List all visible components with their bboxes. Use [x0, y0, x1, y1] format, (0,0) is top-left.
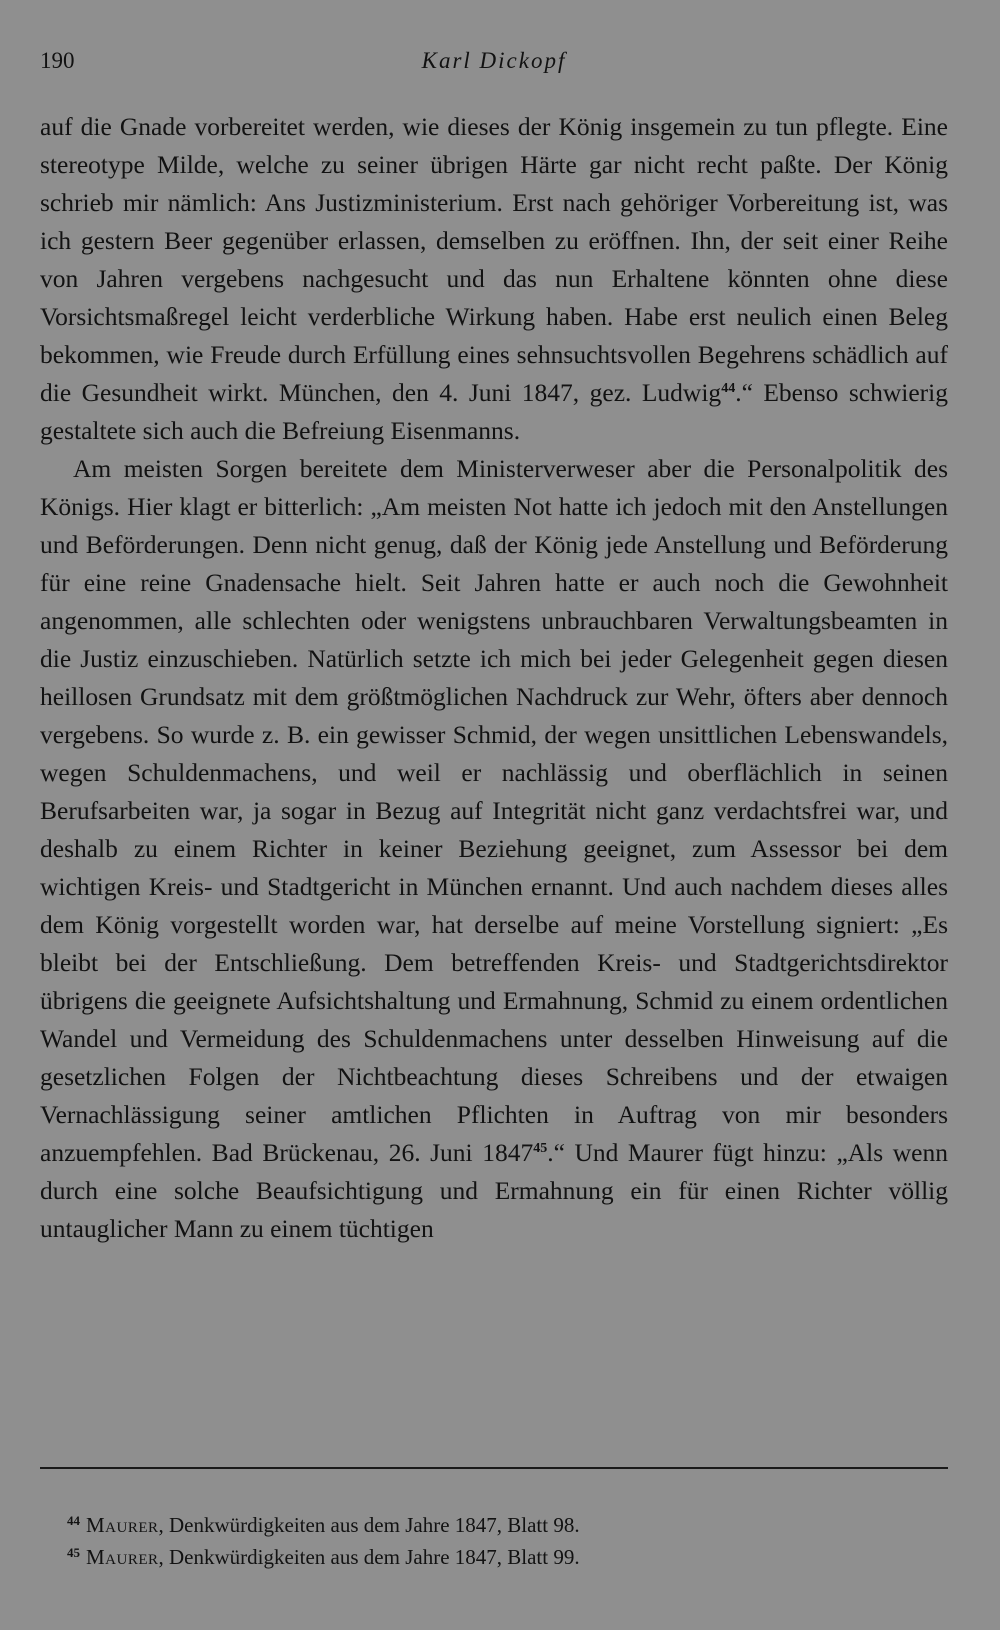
paragraph-text: auf die Gnade vorbereitet werden, wie dieses der König insgemein zu tun pflegte. Eine stereotype Milde, welche zu seiner übrigen Härte gar nicht recht paßte. Der König schrieb mir nämlich: Ans Justizministerium. Erst nach gehöriger Vorbereitung ist, was ich gestern Beer gegenüber erlassen, demselben zu eröffnen. Ihn, der seit einer Reihe von Jahren vergebens nachgesucht und das nun Erhaltene könnten ohne diese Vorsichtsmaßregel leicht verderbliche Wirkung haben. Habe erst neulich einen Beleg bekommen, wie Freude durch Erfüllung eines sehnsuchtsvollen Begehrens schädlich auf die Gesundheit wirkt. München, den 4. Juni 1847, gez. Ludwig — [40, 112, 948, 407]
footnote-mark: 44 — [67, 1513, 80, 1528]
footnote-separator — [40, 1467, 948, 1469]
body-text — [40, 108, 948, 1248]
running-head: Karl Dickopf — [421, 48, 567, 73]
paragraph — [40, 108, 948, 450]
footnote-author: Maurer — [86, 1545, 159, 1569]
footnote-reference: 45 — [533, 1141, 548, 1156]
footnote — [40, 1541, 948, 1573]
footnote-author: Maurer — [86, 1513, 159, 1537]
page-number: 190 — [40, 48, 75, 73]
paragraph-text: .“ Ebenso schwierig gestaltete sich auch die Befreiung Eisenmanns. — [40, 378, 948, 445]
footnote-mark: 45 — [67, 1545, 80, 1560]
footnote — [40, 1509, 948, 1541]
paragraph-text: Am meisten Sorgen bereitete dem Ministerverweser aber die Personalpolitik des Königs. Hier klagt er bitterlich: „Am meisten Not hatte ich jedoch mit den Anstellungen und Beförderungen. Denn nicht genug, daß der König jede Anstellung und Beförderung für eine reine Gnadensache hielt. Seit Jahren hatte er auch noch die Gewohnheit angenommen, alle schlechten oder wenigstens unbrauchbaren Verwaltungsbeamten in die Justiz einzuschieben. Natürlich setzte ich mich bei jeder Gelegenheit gegen diesen heillosen Grundsatz mit dem größtmöglichen Nachdruck zur Wehr, öfters aber dennoch vergebens. So wurde z. B. ein gewisser Schmid, der wegen unsittlichen Lebenswandels, wegen Schuldenmachens, und weil er nachlässig und oberflächlich in seinen Berufsarbeiten war, ja sogar in Bezug auf Integrität nicht ganz verdachtsfrei war, und deshalb zu einem Richter in keiner Beziehung geeignet, zum Assessor bei dem wichtigen Kreis- und Stadtgericht in München ernannt. Und auch nachdem dieses alles dem König vorgestellt worden war, hat derselbe auf meine Vorstellung signiert: „Es bleibt bei der Entschließung. Dem betreffenden Kreis- und Stadtgerichtsdirektor übrigens die geeignete Aufsichtshaltung und Ermahnung, Schmid zu einem ordentlichen Wandel und Vermeidung des Schuldenmachens unter desselben Hinweisung auf die gesetzlichen Folgen der Nichtbeachtung dieses Schreibens und der etwaigen Vernachlässigung seiner amtlichen Pflichten in Auftrag von mir besonders anzuempfehlen. Bad Brückenau, 26. Juni 1847 — [40, 454, 948, 1167]
paragraph — [40, 450, 948, 1248]
footnote-reference: 44 — [721, 381, 736, 396]
paragraph-text: .“ Und Maurer fügt hinzu: „Als wenn durch eine solche Beaufsichtigung und Ermahnung ein für einen Richter völlig untauglicher Mann zu einem tüchtigen — [40, 1138, 948, 1243]
page-header — [40, 48, 948, 84]
footnote-text: , Denkwürdigkeiten aus dem Jahre 1847, Blatt 99. — [158, 1545, 580, 1569]
footnote-text: , Denkwürdigkeiten aus dem Jahre 1847, Blatt 98. — [158, 1513, 580, 1537]
footnotes — [40, 1509, 948, 1573]
